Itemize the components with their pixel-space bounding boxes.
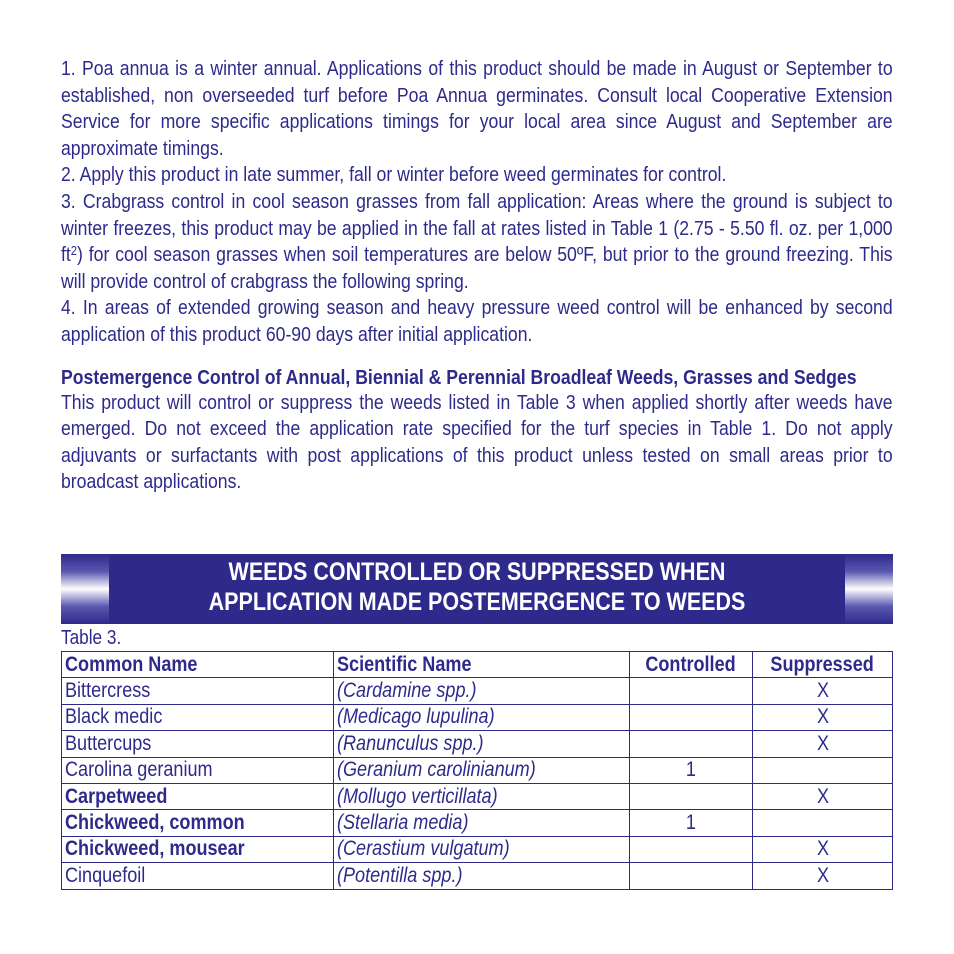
cell-scientific-name: (Ranunculus spp.) xyxy=(333,731,629,757)
cell-common-name: Chickweed, mousear xyxy=(62,836,334,862)
header-suppressed: Suppressed xyxy=(753,652,893,678)
banner-left-cap xyxy=(61,554,109,624)
table-row xyxy=(62,731,893,757)
cell-suppressed: X xyxy=(753,783,893,809)
note-1: 1. Poa annua is a winter annual. Applications of this product should be made in August or September to established, non overseeded turf before Poa Annua germinates. Consult local Cooperative Extension Service for more specific applications timings for your local area since August and September are approximate timings. xyxy=(61,57,893,160)
cell-scientific-name: (Stellaria media) xyxy=(333,810,629,836)
note-2: 2. Apply this product in late summer, fall or winter before weed germinates for control. xyxy=(61,163,727,187)
table-banner xyxy=(61,554,893,624)
section-heading: Postemergence Control of Annual, Biennial & Perennial Broadleaf Weeds, Grasses and Sedges xyxy=(61,365,857,389)
cell-common-name: Bittercress xyxy=(62,678,334,704)
banner-title xyxy=(109,557,845,617)
cell-common-name: Buttercups xyxy=(62,731,334,757)
cell-controlled xyxy=(629,678,753,704)
cell-scientific-name: (Potentilla spp.) xyxy=(333,863,629,889)
section-body: This product will control or suppress the weeds listed in Table 3 when applied shortly after weeds have emerged. Do not exceed the application rate specified for the turf species in Table 1. Do not apply adjuvants or surfactants with post applications of this product unless tested on small areas prior to broadcast applications. xyxy=(61,390,893,494)
banner-title-line-1: WEEDS CONTROLLED OR SUPPRESSED WHEN xyxy=(228,558,726,586)
table-row xyxy=(62,757,893,783)
table-row xyxy=(62,863,893,889)
header-common-name: Common Name xyxy=(62,652,334,678)
cell-suppressed xyxy=(753,810,893,836)
table-row xyxy=(62,678,893,704)
label-page xyxy=(61,56,893,496)
cell-suppressed: X xyxy=(753,863,893,889)
table-header-row xyxy=(62,652,893,678)
note-3-text: 3. Crabgrass control in cool season grasses from fall application: Areas where the ground is subject to winter freezes, this product may be applied in the fall at rates listed in Table 1 (2.75 - 5.50 fl. oz. per 1,000 ft xyxy=(61,189,893,267)
cell-common-name: Black medic xyxy=(62,704,334,730)
note-3-tail: ) for cool season grasses when soil temperatures are below 50ºF, but prior to the ground freezing. This will provide control of crabgrass the following spring. xyxy=(61,243,893,293)
cell-controlled: 1 xyxy=(629,757,753,783)
table-row xyxy=(62,810,893,836)
cell-controlled xyxy=(629,863,753,889)
cell-controlled xyxy=(629,731,753,757)
cell-suppressed: X xyxy=(753,704,893,730)
cell-controlled xyxy=(629,783,753,809)
cell-common-name: Carpetweed xyxy=(62,783,334,809)
cell-common-name: Chickweed, common xyxy=(62,810,334,836)
cell-scientific-name: (Medicago lupulina) xyxy=(333,704,629,730)
cell-scientific-name: (Cerastium vulgatum) xyxy=(333,836,629,862)
table-caption: Table 3. xyxy=(61,627,122,649)
cell-suppressed: X xyxy=(753,836,893,862)
cell-scientific-name: (Geranium carolinianum) xyxy=(333,757,629,783)
application-notes xyxy=(61,56,893,349)
table-body xyxy=(62,678,893,889)
cell-suppressed: X xyxy=(753,731,893,757)
cell-controlled: 1 xyxy=(629,810,753,836)
cell-scientific-name: (Cardamine spp.) xyxy=(333,678,629,704)
banner-title-line-2: APPLICATION MADE POSTEMERGENCE TO WEEDS xyxy=(208,588,746,616)
cell-suppressed: X xyxy=(753,678,893,704)
header-controlled: Controlled xyxy=(629,652,753,678)
cell-controlled xyxy=(629,836,753,862)
note-3 xyxy=(61,189,893,295)
cell-scientific-name: (Mollugo verticillata) xyxy=(333,783,629,809)
weeds-table xyxy=(61,651,893,890)
cell-suppressed xyxy=(753,757,893,783)
note-4: 4. In areas of extended growing season and heavy pressure weed control will be enhanced by second application of this product 60-90 days after initial application. xyxy=(61,296,893,346)
header-scientific-name: Scientific Name xyxy=(333,652,629,678)
banner-right-cap xyxy=(845,554,893,624)
cell-controlled xyxy=(629,704,753,730)
cell-common-name: Cinquefoil xyxy=(62,863,334,889)
table-row xyxy=(62,704,893,730)
cell-common-name: Carolina geranium xyxy=(62,757,334,783)
table-row xyxy=(62,836,893,862)
note-3-superscript: 2 xyxy=(70,243,78,259)
table-row xyxy=(62,783,893,809)
